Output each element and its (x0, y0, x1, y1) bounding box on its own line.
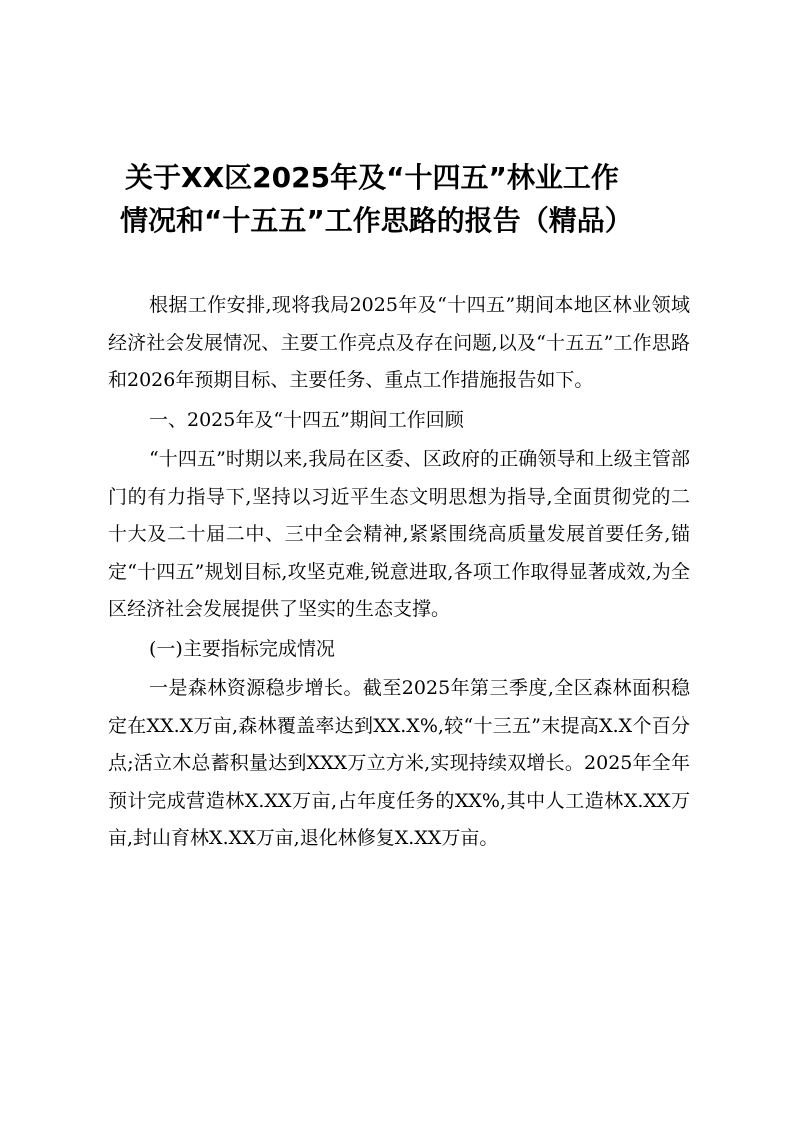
subsection-1-paragraph: 一是森林资源稳步增长。截至2025年第三季度,全区森林面积稳定在XX.X万亩,森林覆盖率达到XX.X%,较“十三五”末提高X.X个百分点;活立木总蓄积量达到XXX万立方米,实现持续双增长。2025年全年预计完成营造林X.XX万亩,占年度任务的XX%,其中人工造林X.XX万亩,封山育林X.XX万亩,退化林修复X.XX万亩。 (108, 677, 690, 849)
title-line-2: 情况和“十五五”工作思路的报告（精品） (120, 204, 633, 237)
intro-paragraph: 根据工作安排,现将我局2025年及“十四五”期间本地区林业领域经济社会发展情况、主要工作亮点及存在问题,以及“十五五”工作思路和2026年预期目标、主要任务、重点工作措施报告如下。 (108, 294, 690, 391)
title-line-1: 关于XX区2025年及“十四五”林业工作 (125, 161, 619, 194)
section-heading-1: 一、2025年及“十四五”期间工作回顾 (149, 408, 464, 431)
document-title (100, 156, 700, 242)
subsection-heading-1: (一)主要指标完成情况 (149, 637, 335, 660)
document-body (108, 287, 690, 858)
section-1-paragraph: “十四五”时期以来,我局在区委、区政府的正确领导和上级主管部门的有力指导下,坚持以习近平生态文明思想为指导,全面贯彻党的二十大及二十届二中、三中全会精神,紧紧围绕高质量发展首要任务,锚定“十四五”规划目标,攻坚克难,锐意进取,各项工作取得显著成效,为全区经济社会发展提供了坚实的生态支撑。 (108, 448, 690, 620)
